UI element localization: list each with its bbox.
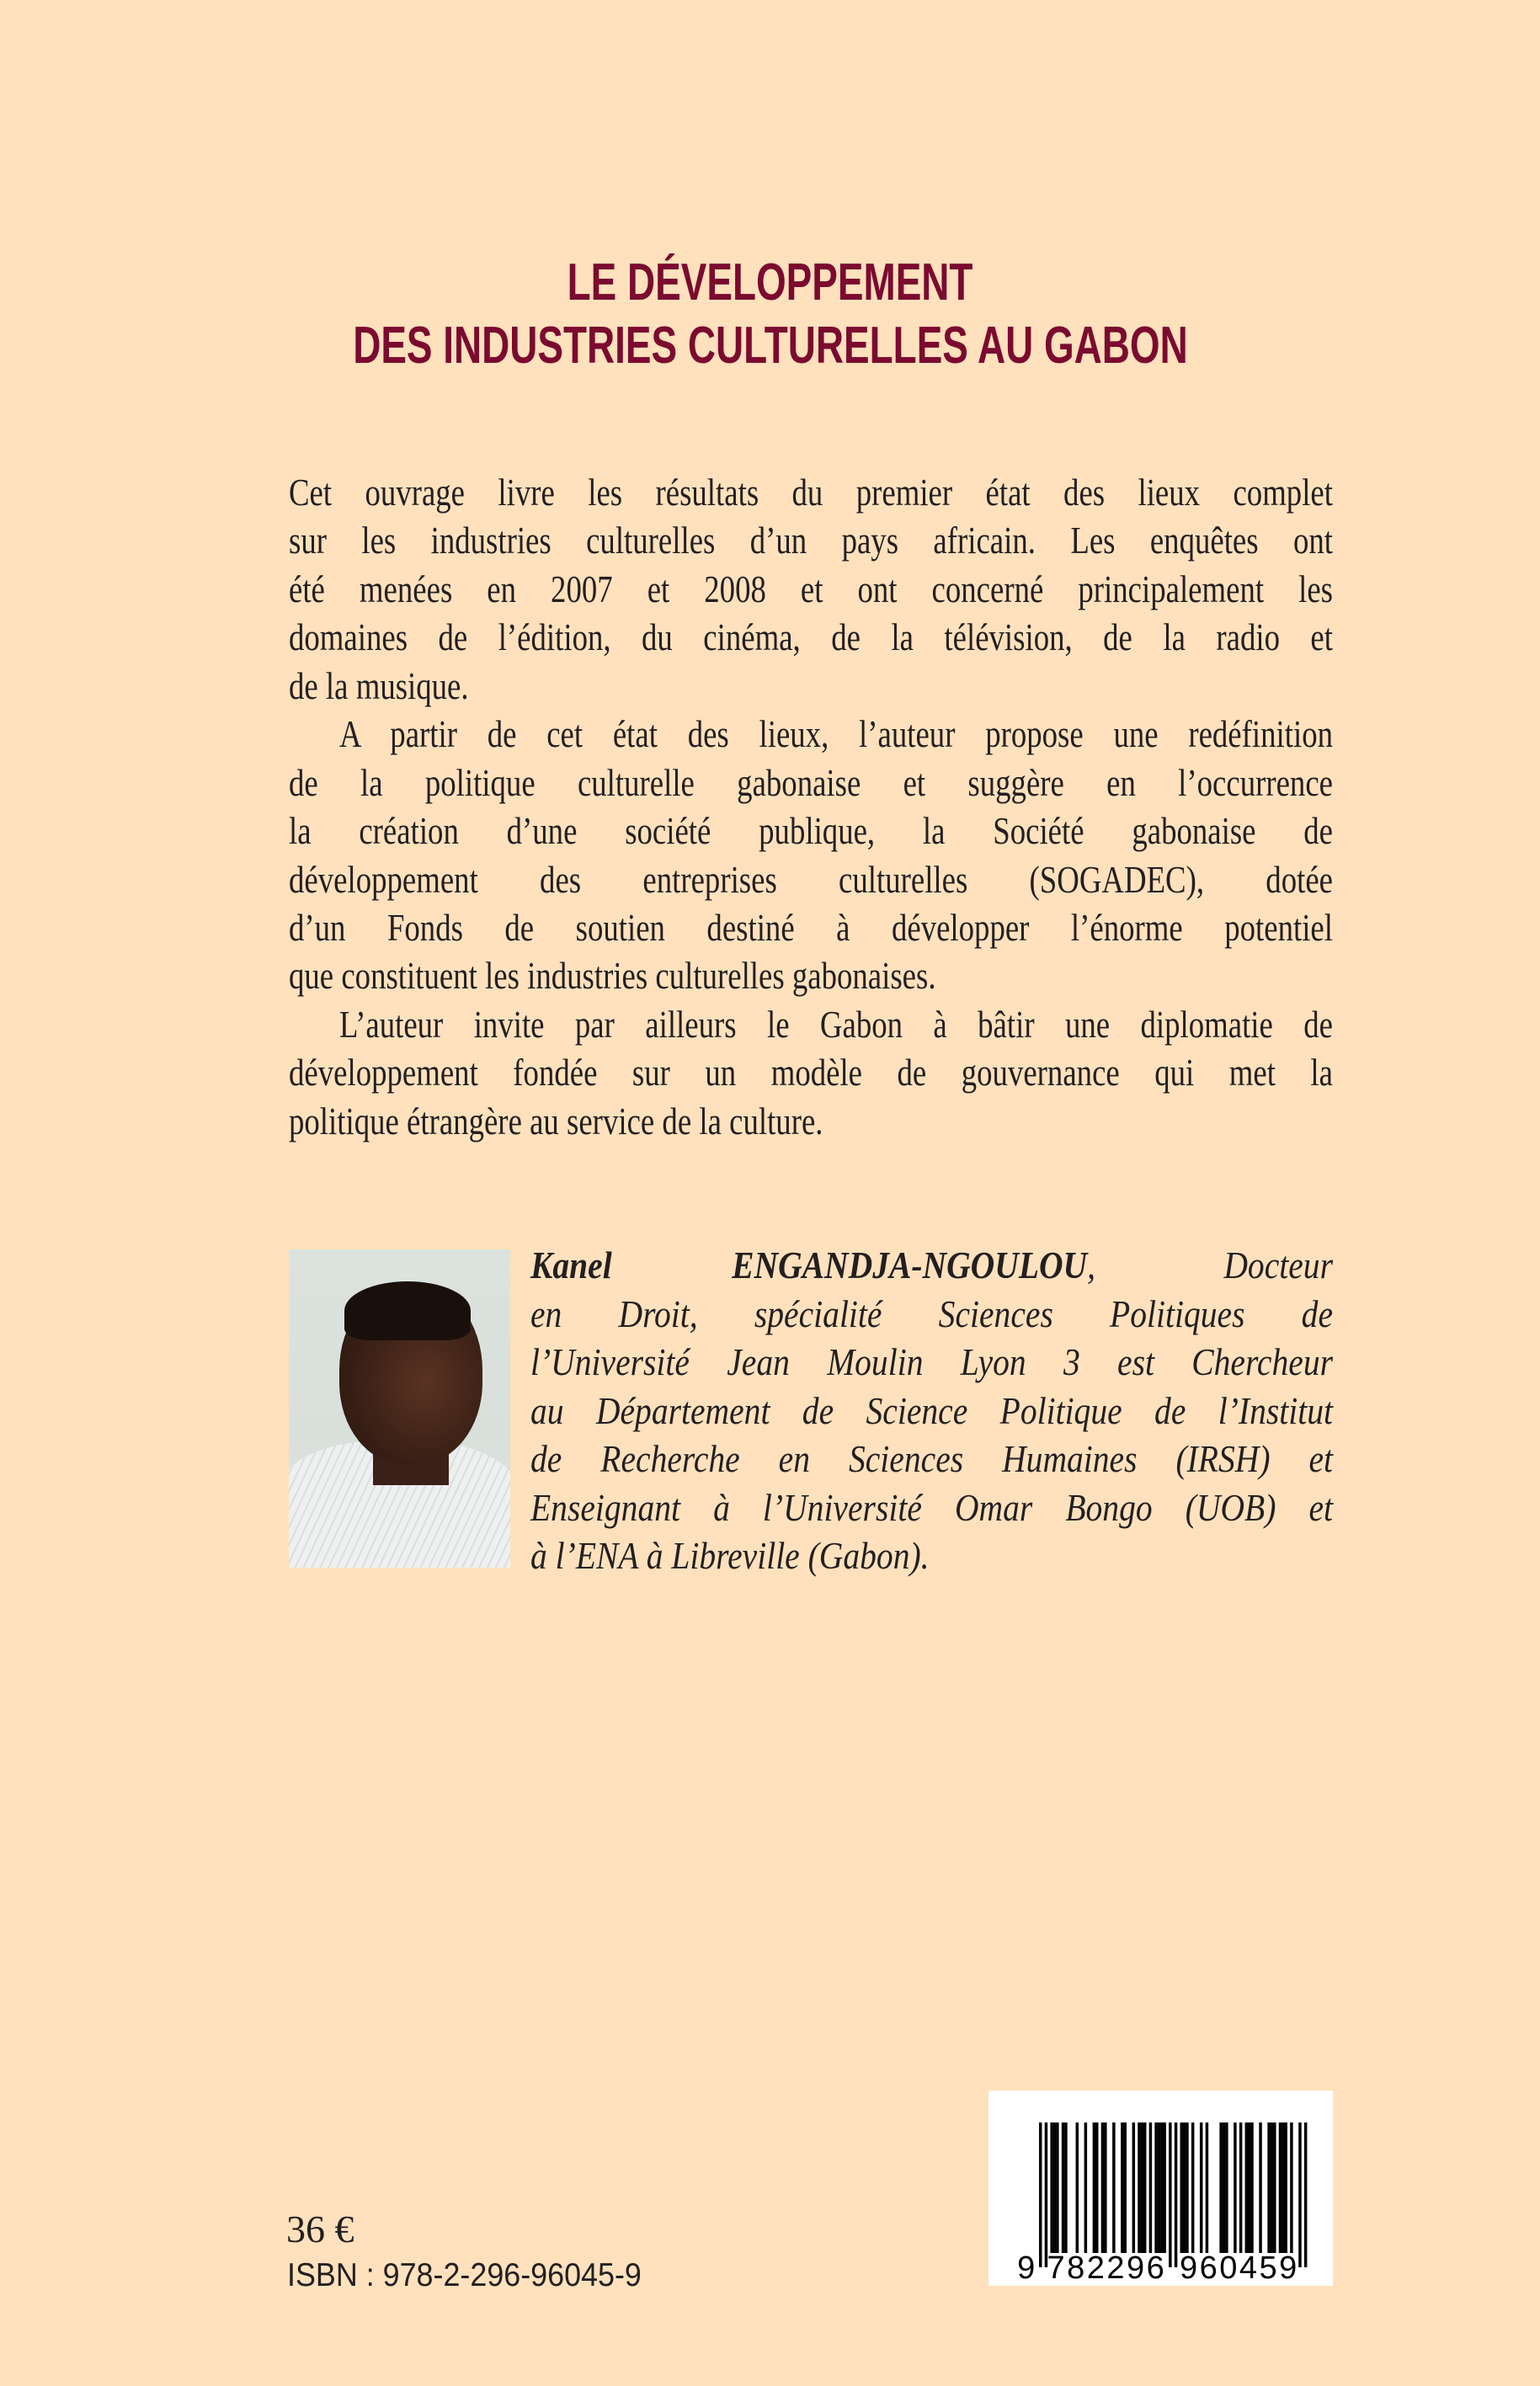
author-bio	[530, 1241, 1333, 1580]
summary-line	[289, 516, 1333, 564]
summary-line	[289, 662, 1333, 710]
summary-line-text: domaines de l’édition, du cinéma, de la télévision, de la radio et	[289, 615, 1333, 659]
author-bio-line	[530, 1338, 1333, 1387]
author-bio-first-line	[530, 1241, 1333, 1290]
author-bio-line	[530, 1387, 1333, 1435]
summary-line-text: A partir de cet état des lieux, l’auteur propose une redéfinition	[339, 712, 1333, 756]
svg-text:782296: 782296	[1047, 2250, 1167, 2286]
summary-line	[289, 468, 1333, 516]
author-last-name: ENGANDJA-NGOULOU	[732, 1244, 1088, 1286]
book-summary	[289, 468, 1333, 1145]
summary-line-text: la création d’une société publique, la Société gabonaise de	[289, 809, 1333, 853]
summary-line-text: de la politique culturelle gabonaise et suggère en l’occurrence	[289, 760, 1333, 804]
svg-text:9: 9	[1017, 2250, 1037, 2286]
author-photo	[289, 1249, 510, 1568]
barcode-icon	[988, 2090, 1333, 2286]
summary-line	[289, 613, 1333, 661]
summary-line-text: développement des entreprises culturelles (SOGADEC), dotée	[289, 857, 1333, 901]
summary-line-text: Cet ouvrage livre les résultats du premier état des lieux complet	[289, 471, 1333, 514]
summary-line-text: d’un Fonds de soutien destiné à développer l’énorme potentiel	[289, 905, 1333, 949]
author-bio-line	[530, 1483, 1333, 1532]
summary-line	[289, 951, 1333, 999]
book-title-line-1: LE DÉVELOPPEMENT	[567, 253, 973, 312]
author-degree-start: , Docteur	[1087, 1244, 1333, 1286]
author-bio-line	[530, 1531, 1333, 1580]
summary-line-text: développement fondée sur un modèle de gouvernance qui met la	[289, 1051, 1333, 1094]
summary-line	[289, 1000, 1333, 1048]
author-bio-line-text: au Département de Science Politique de l’Institut	[530, 1388, 1333, 1432]
summary-line	[289, 903, 1333, 951]
summary-line-text: que constituent les industries culturelles gabonaises.	[289, 954, 936, 998]
author-bio-line-text: à l’ENA à Libreville (Gabon).	[530, 1534, 930, 1577]
summary-line	[289, 1048, 1333, 1096]
summary-line-text: politique étrangère au service de la culture.	[289, 1099, 823, 1142]
isbn: ISBN : 978-2-296-96045-9	[287, 2257, 642, 2293]
author-bio-line	[530, 1290, 1333, 1339]
author-first-name: Kanel	[530, 1244, 612, 1286]
summary-line-text: sur les industries culturelles d’un pays africain. Les enquêtes ont	[289, 519, 1333, 562]
summary-line	[289, 710, 1333, 758]
summary-line-text: été menées en 2007 et 2008 et ont concerné principalement les	[289, 567, 1333, 610]
summary-line	[289, 855, 1333, 903]
book-title-line-2: DES INDUSTRIES CULTURELLES AU GABON	[352, 316, 1188, 375]
author-bio-line-text: Enseignant à l’Université Omar Bongo (UOB) et	[530, 1485, 1333, 1529]
svg-text:960459: 960459	[1179, 2250, 1299, 2286]
price: 36 €	[286, 2208, 354, 2250]
summary-line-text: L’auteur invite par ailleurs le Gabon à bâtir une diplomatie de	[339, 1002, 1333, 1046]
author-bio-line	[530, 1241, 1333, 1290]
author-bio-line-text: de Recherche en Sciences Humaines (IRSH) et	[530, 1437, 1333, 1480]
author-bio-line-text: l’Université Jean Moulin Lyon 3 est Chercheur	[530, 1340, 1333, 1383]
summary-line	[289, 759, 1333, 807]
author-photo-hair	[344, 1281, 471, 1340]
author-bio-line-text: en Droit, spécialité Sciences Politiques de	[530, 1292, 1333, 1335]
author-bio-line	[530, 1435, 1333, 1483]
isbn-barcode	[988, 2090, 1333, 2286]
summary-line-text: de la musique.	[289, 663, 469, 707]
summary-line	[289, 807, 1333, 855]
summary-line	[289, 565, 1333, 613]
summary-line	[289, 1097, 1333, 1145]
